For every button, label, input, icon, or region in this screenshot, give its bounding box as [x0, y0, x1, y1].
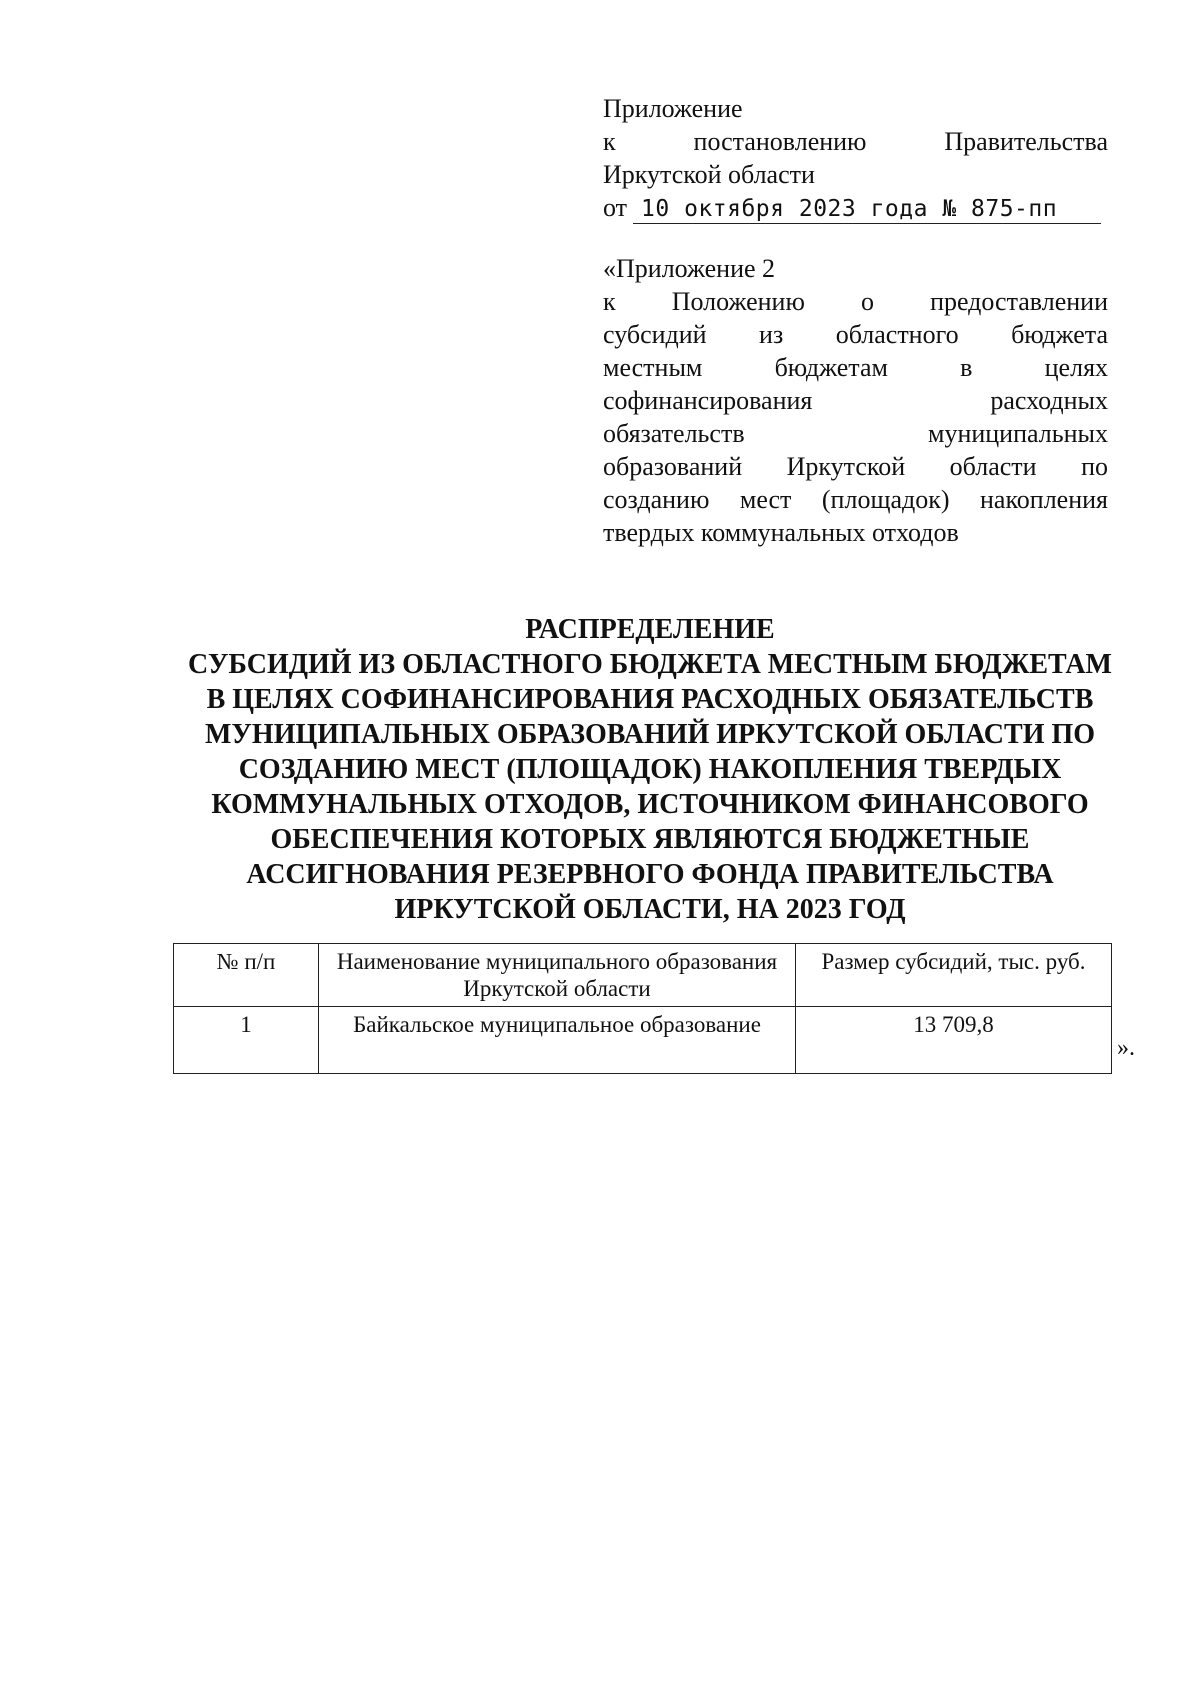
cell-amount: 13 709,8: [796, 1007, 1112, 1074]
appendix-2-line: софинансирования расходных: [603, 386, 1108, 415]
title-line: ИРКУТСКОЙ ОБЛАСТИ, НА 2023 ГОД: [394, 894, 906, 925]
subsidy-distribution-table: [173, 943, 1112, 1074]
title-line: АССИГНОВАНИЯ РЕЗЕРВНОГО ФОНДА ПРАВИТЕЛЬСТВА: [246, 859, 1054, 890]
appendix-2-line: обязательств муниципальных: [603, 419, 1108, 448]
title-line: КОММУНАЛЬНЫХ ОТХОДОВ, ИСТОЧНИКОМ ФИНАНСОВОГО: [211, 789, 1089, 820]
column-header-amount: Размер субсидий, тыс. руб.: [796, 944, 1112, 1007]
appendix-header: [603, 92, 1108, 224]
appendix-2-last-line: твердых коммунальных отходов: [603, 518, 959, 547]
table-row: [174, 1007, 1112, 1074]
appendix-2-header: [603, 252, 1108, 549]
title-line: МУНИЦИПАЛЬНЫХ ОБРАЗОВАНИЙ ИРКУТСКОЙ ОБЛАСТИ ПО: [204, 719, 1096, 750]
cell-municipality: Байкальское муниципальное образование: [319, 1007, 796, 1074]
appendix-2-line: образований Иркутской области по: [603, 452, 1108, 481]
appendix-2-line: местным бюджетам в целях: [603, 353, 1109, 382]
title-line: СУБСИДИЙ ИЗ ОБЛАСТНОГО БЮДЖЕТА МЕСТНЫМ БЮДЖЕТАМ: [188, 649, 1112, 680]
appendix-title: Приложение: [603, 94, 743, 123]
title-line: В ЦЕЛЯХ СОФИНАНСИРОВАНИЯ РАСХОДНЫХ ОБЯЗАТЕЛЬСТВ: [206, 684, 1094, 715]
title-line: ОБЕСПЕЧЕНИЯ КОТОРЫХ ЯВЛЯЮТСЯ БЮДЖЕТНЫЕ: [270, 824, 1030, 855]
appendix-to-line: к постановлению Правительства: [603, 127, 1109, 156]
date-prefix: от: [603, 193, 628, 222]
appendix-date-line: [603, 191, 1108, 224]
appendix-2-title: «Приложение 2: [603, 254, 776, 283]
table-header-row: [174, 944, 1112, 1007]
title-line: СОЗДАНИЮ МЕСТ (ПЛОЩАДОК) НАКОПЛЕНИЯ ТВЕРДЫХ: [238, 754, 1062, 785]
column-header-number: № п/п: [174, 944, 319, 1007]
appendix-2-line: к Положению о предоставлении: [603, 287, 1108, 316]
appendix-2-line: субсидий из областного бюджета: [603, 320, 1109, 349]
title-line: РАСПРЕДЕЛЕНИЕ: [525, 614, 775, 645]
appendix-2-line: созданию мест (площадок) накопления: [603, 485, 1108, 514]
cell-number: 1: [174, 1007, 319, 1074]
column-header-municipality: Наименование муниципального образования Иркутской области: [319, 944, 796, 1007]
resolution-date-number: 10 октября 2023 года № 875-пп: [633, 195, 1101, 224]
appendix-region: Иркутской области: [603, 160, 815, 189]
document-title: [150, 612, 1150, 927]
closing-quote: ».: [1117, 1035, 1135, 1061]
